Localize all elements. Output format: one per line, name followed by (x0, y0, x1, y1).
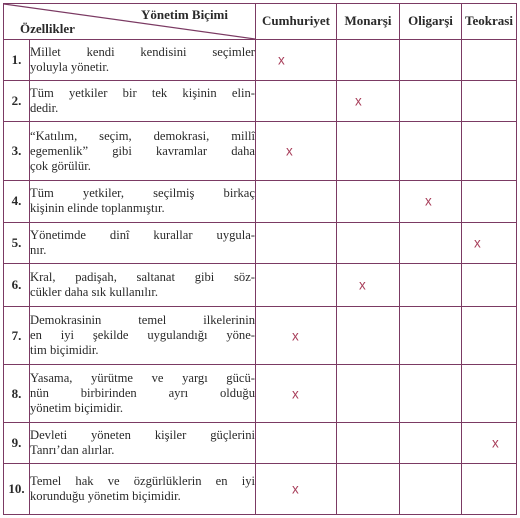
mark-cell-oligarsi (400, 307, 462, 365)
mark-cell-monarsi (337, 122, 400, 181)
mark-cell-cumhuriyet (256, 423, 337, 463)
row-number: 4. (4, 180, 30, 222)
mark-cell-oligarsi (400, 222, 462, 263)
corner-header (4, 4, 256, 40)
description-line: dedir. (30, 101, 59, 116)
feature-description (30, 39, 256, 80)
mark-cell-oligarsi (400, 364, 462, 423)
mark-cell-monarsi (337, 463, 400, 514)
x-mark: x (355, 93, 362, 109)
header-row (4, 4, 517, 40)
mark-cell-cumhuriyet (256, 81, 337, 122)
description-line: Tanrı’dan alırlar. (30, 442, 115, 457)
x-mark: x (292, 481, 299, 497)
mark-cell-cumhuriyet (256, 307, 337, 365)
row-number: 2. (4, 81, 30, 122)
description-line: Temel hak ve özgürlüklerin en iyi (30, 473, 255, 488)
mark-cell-monarsi (337, 307, 400, 365)
description-line: egemenlik” gibi kavramlar daha (30, 143, 255, 158)
description-line: Tüm yetkiler, seçilmiş birkaç (30, 186, 255, 201)
mark-cell-teokrasi (462, 364, 517, 423)
row-number: 7. (4, 307, 30, 365)
x-mark: x (425, 193, 432, 209)
feature-description (30, 307, 256, 365)
table-row (4, 222, 517, 263)
row-number: 6. (4, 264, 30, 307)
x-mark: x (474, 235, 481, 251)
mark-cell-cumhuriyet (256, 264, 337, 307)
mark-cell-teokrasi (462, 423, 517, 463)
mark-cell-cumhuriyet (256, 122, 337, 181)
table-row (4, 39, 517, 80)
row-number: 10. (4, 463, 30, 514)
table-row (4, 423, 517, 463)
row-number: 8. (4, 364, 30, 423)
feature-description (30, 463, 256, 514)
mark-cell-teokrasi (462, 122, 517, 181)
column-header-teokrasi: Teokrasi (462, 4, 517, 40)
mark-cell-oligarsi (400, 264, 462, 307)
description-line: Yönetimde dinî kurallar uygula- (30, 228, 255, 243)
row-number: 1. (4, 39, 30, 80)
description-line: nün birbirinden ayrı olduğu (30, 386, 255, 401)
description-line: Tüm yetkiler bir tek kişinin elin- (30, 86, 255, 101)
mark-cell-oligarsi (400, 81, 462, 122)
description-line: Devleti yöneten kişiler güçlerini (30, 427, 255, 442)
table-row (4, 122, 517, 181)
mark-cell-teokrasi (462, 463, 517, 514)
description-line: yönetim biçimidir. (30, 401, 124, 416)
mark-cell-monarsi (337, 364, 400, 423)
feature-description (30, 264, 256, 307)
mark-cell-monarsi (337, 264, 400, 307)
mark-cell-monarsi (337, 39, 400, 80)
mark-cell-cumhuriyet (256, 222, 337, 263)
description-line: Yasama, yürütme ve yargı gücü- (30, 371, 255, 386)
description-line: Kral, padişah, saltanat gibi söz- (30, 270, 255, 285)
description-line: Demokrasinin temel ilkelerinin (30, 313, 255, 328)
mark-cell-monarsi (337, 81, 400, 122)
x-mark: x (278, 52, 285, 68)
table-row (4, 307, 517, 365)
feature-description (30, 423, 256, 463)
row-number: 5. (4, 222, 30, 263)
x-mark: x (359, 277, 366, 293)
mark-cell-teokrasi (462, 180, 517, 222)
column-header-monarsi: Monarşi (337, 4, 400, 40)
x-mark: x (286, 143, 293, 159)
mark-cell-teokrasi (462, 39, 517, 80)
mark-cell-oligarsi (400, 423, 462, 463)
mark-cell-cumhuriyet (256, 180, 337, 222)
table-row (4, 463, 517, 514)
description-line: nır. (30, 243, 47, 258)
feature-description (30, 364, 256, 423)
x-mark: x (292, 386, 299, 402)
mark-cell-oligarsi (400, 122, 462, 181)
mark-cell-teokrasi (462, 222, 517, 263)
government-types-table (3, 3, 517, 515)
mark-cell-oligarsi (400, 180, 462, 222)
table-row (4, 81, 517, 122)
mark-cell-oligarsi (400, 463, 462, 514)
feature-description (30, 81, 256, 122)
mark-cell-monarsi (337, 180, 400, 222)
mark-cell-teokrasi (462, 264, 517, 307)
corner-top-label: Yönetim Biçimi (140, 7, 228, 22)
mark-cell-monarsi (337, 222, 400, 263)
x-mark: x (492, 435, 499, 451)
mark-cell-teokrasi (462, 307, 517, 365)
column-header-oligarsi: Oligarşi (400, 4, 462, 40)
table-row (4, 364, 517, 423)
mark-cell-cumhuriyet (256, 463, 337, 514)
description-line: cükler daha sık kullanılır. (30, 285, 159, 300)
row-number: 9. (4, 423, 30, 463)
description-line: Millet kendi kendisini seçimler (30, 45, 255, 60)
corner-bottom-label: Özellikler (20, 20, 75, 36)
mark-cell-oligarsi (400, 39, 462, 80)
mark-cell-monarsi (337, 423, 400, 463)
x-mark: x (292, 328, 299, 344)
table-body (4, 39, 517, 514)
mark-cell-cumhuriyet (256, 364, 337, 423)
description-line: çok görülür. (30, 158, 91, 173)
description-line: korunduğu yönetim biçimidir. (30, 488, 181, 503)
description-line: en iyi şekilde uygulandığı yöne- (30, 328, 255, 343)
row-number: 3. (4, 122, 30, 181)
feature-description (30, 122, 256, 181)
table-row (4, 264, 517, 307)
description-line: “Katılım, seçim, demokrasi, millî (30, 128, 255, 143)
feature-description (30, 222, 256, 263)
description-line: yoluyla yönetir. (30, 60, 110, 75)
description-line: tim biçimidir. (30, 343, 99, 358)
feature-description (30, 180, 256, 222)
description-line: kişinin elinde toplanmıştır. (30, 201, 165, 216)
mark-cell-teokrasi (462, 81, 517, 122)
table-row (4, 180, 517, 222)
mark-cell-cumhuriyet (256, 39, 337, 80)
column-header-cumhuriyet: Cumhuriyet (256, 4, 337, 40)
